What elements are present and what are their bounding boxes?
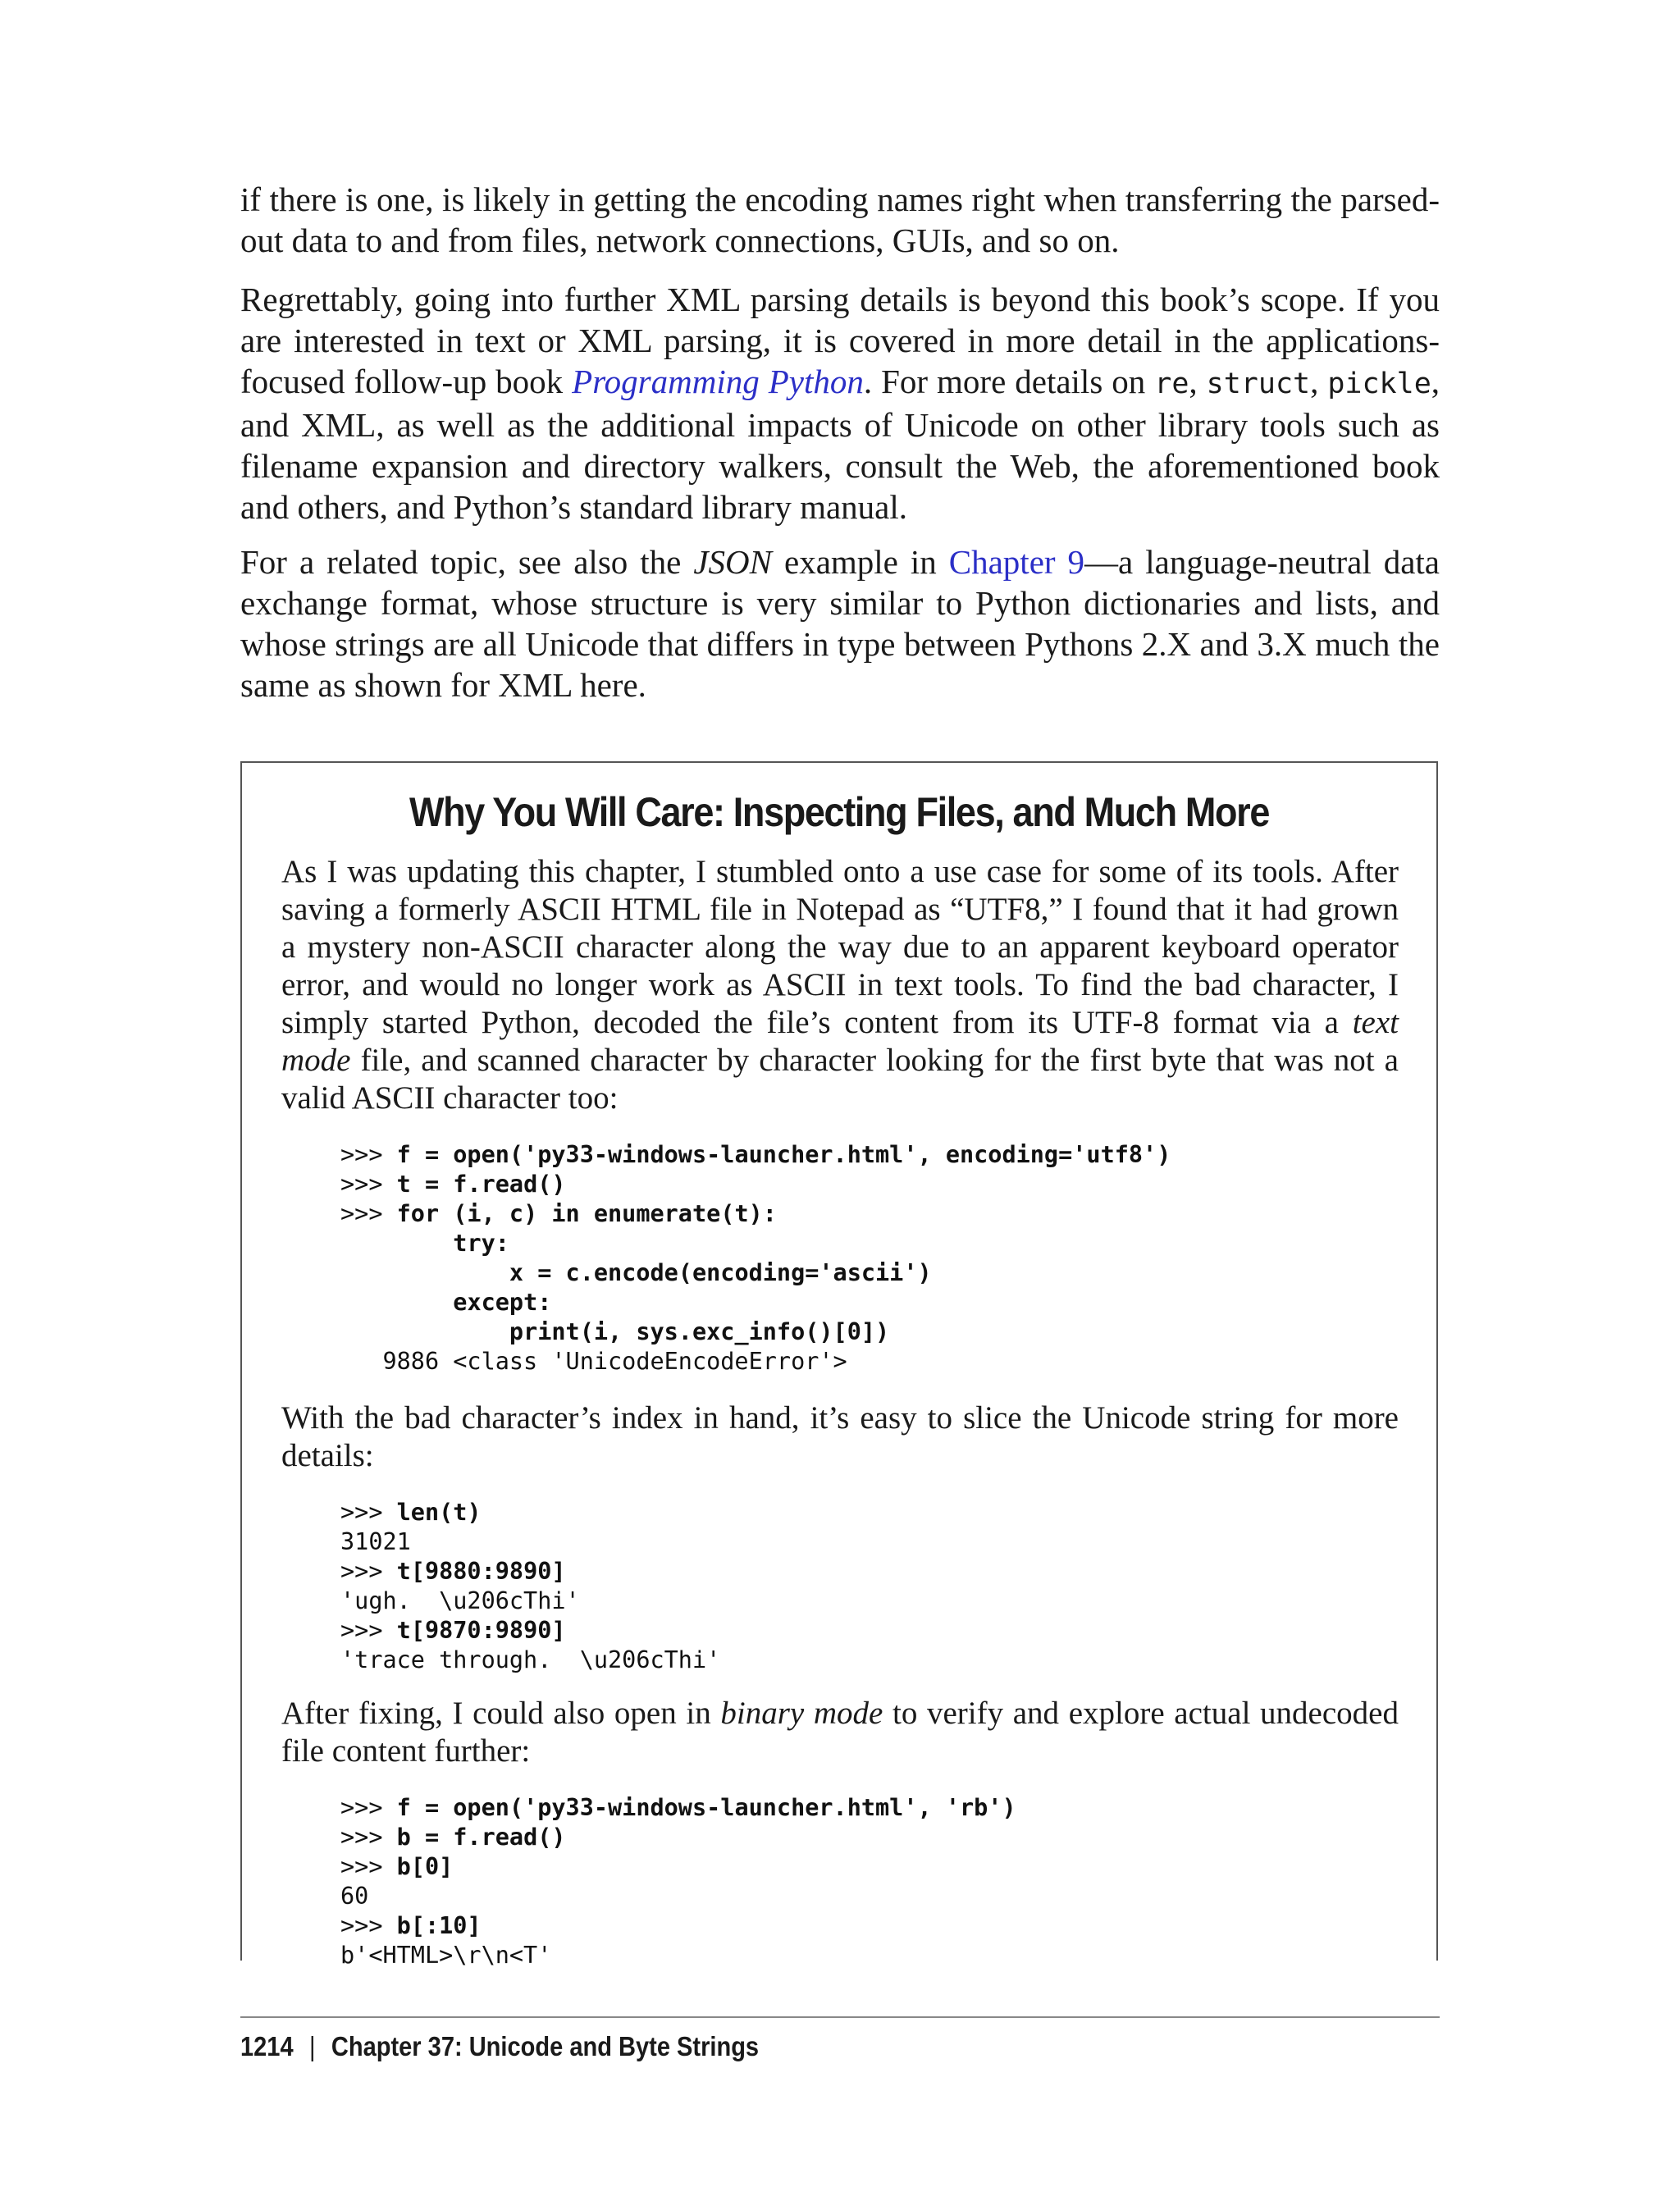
code-line xyxy=(340,1347,1171,1376)
footer-separator: | xyxy=(308,2031,316,2061)
code-input: len(t) xyxy=(396,1499,482,1526)
sidebar-paragraph-2: With the bad character’s index in hand, it’s easy to slice the Unicode string for more details: xyxy=(281,1400,1399,1473)
code-line xyxy=(340,1140,1171,1170)
code-prompt: >>> xyxy=(340,1499,397,1526)
punctuation: , xyxy=(1310,363,1328,400)
code-prompt: >>> xyxy=(340,1141,397,1168)
sidebar-title: Why You Will Care: Inspecting Files, and Much More xyxy=(409,789,1270,835)
code-input: t = f.read() xyxy=(396,1171,566,1198)
code-line xyxy=(340,1646,720,1675)
code-prompt: >>> xyxy=(340,1617,397,1644)
emphasis-binary-mode: binary mode xyxy=(720,1696,883,1731)
paragraph-text: For a related topic, see also the xyxy=(240,543,694,581)
paragraph-text: . For more details on xyxy=(863,363,1155,400)
code-block-binary xyxy=(340,1793,1016,1970)
code-struct: struct xyxy=(1206,368,1311,400)
code-input: print(i, sys.exc_info()[0]) xyxy=(509,1318,890,1345)
sidebar-text: to verify and explore actual undecoded file content further: xyxy=(281,1696,1399,1769)
code-prompt: >>> xyxy=(340,1200,397,1227)
punctuation: , xyxy=(1189,363,1207,400)
sidebar-text: file, and scanned character by character looking for the first byte that was not a valid ASCII character too: xyxy=(281,1043,1399,1116)
paragraph-text: Regrettably, going into further XML parsing details is beyond this book’s scope. If you are interested in text or XML parsing, it is covered in more detail in the applications-focused follow-up book xyxy=(240,281,1440,400)
code-input: t[9870:9890] xyxy=(396,1617,566,1644)
code-line xyxy=(340,1616,720,1646)
code-input: for (i, c) in enumerate(t): xyxy=(396,1200,777,1227)
paragraph-text: , and XML, as well as the additional impacts of Unicode on other library tools such as filename expansion and directory walkers, consult the Web, the aforementioned book and others, and Python’s standard library manual. xyxy=(240,363,1440,526)
code-line xyxy=(340,1823,1016,1852)
code-input: except: xyxy=(453,1289,552,1316)
code-output: 31021 xyxy=(340,1528,411,1555)
code-line xyxy=(340,1586,720,1616)
code-prompt xyxy=(340,1289,453,1316)
chapter-9-link[interactable]: Chapter 9 xyxy=(948,543,1085,581)
code-prompt: >>> xyxy=(340,1558,397,1585)
code-line xyxy=(340,1317,1171,1347)
code-line xyxy=(340,1288,1171,1317)
sidebar-paragraph-1 xyxy=(281,853,1399,1117)
code-prompt: >>> xyxy=(340,1912,397,1939)
code-prompt xyxy=(340,1230,453,1257)
code-line xyxy=(340,1170,1171,1199)
code-prompt: >>> xyxy=(340,1171,397,1198)
paragraph-text: example in xyxy=(772,543,949,581)
code-input: b = f.read() xyxy=(396,1824,566,1851)
chapter-title: Chapter 37: Unicode and Byte Strings xyxy=(331,2031,760,2061)
sidebar-text: As I was updating this chapter, I stumbled onto a use case for some of its tools. After saving a formerly ASCII HTML file in Notepad as “UTF8,” I found that it had grown a mystery non-ASCII character along the way due to an apparent keyboard operator error, and would no longer work as ASCII in text tools. To find the bad character, I simply started Python, decoded the file’s content from its UTF-8 format via a xyxy=(281,854,1399,1040)
code-re: re xyxy=(1154,368,1189,400)
json-term: JSON xyxy=(693,543,773,581)
code-line xyxy=(340,1911,1016,1941)
code-input: f = open('py33-windows-launcher.html', encoding='utf8') xyxy=(396,1141,1171,1168)
code-line xyxy=(340,1793,1016,1823)
code-line xyxy=(340,1882,1016,1911)
code-line xyxy=(340,1527,720,1557)
code-block-scan xyxy=(340,1140,1171,1376)
paragraph-regrettably xyxy=(240,279,1440,527)
code-line xyxy=(340,1229,1171,1258)
code-input: x = c.encode(encoding='ascii') xyxy=(509,1259,932,1286)
code-line xyxy=(340,1258,1171,1288)
code-prompt xyxy=(340,1259,509,1286)
code-line xyxy=(340,1941,1016,1970)
programming-python-link[interactable]: Programming Python xyxy=(572,363,864,400)
code-output: 60 xyxy=(340,1883,369,1910)
intro-line-1: if there is one, is likely in getting the encoding names right when transferring the parsed- xyxy=(240,180,1440,218)
code-input: f = open('py33-windows-launcher.html', 'rb') xyxy=(396,1794,1016,1821)
code-input: b[:10] xyxy=(396,1912,482,1939)
code-prompt xyxy=(340,1318,509,1345)
sidebar-paragraph-3 xyxy=(281,1695,1399,1770)
code-output: 9886 <class 'UnicodeEncodeError'> xyxy=(340,1348,847,1375)
code-prompt: >>> xyxy=(340,1794,397,1821)
page-footer xyxy=(240,2026,759,2067)
sidebar-text: After fixing, I could also open in xyxy=(281,1696,721,1731)
code-output: b'<HTML>\r\n<T' xyxy=(340,1942,552,1969)
emphasis-text-mode: text mode xyxy=(281,1005,1399,1078)
code-output: 'ugh. \u206cThi' xyxy=(340,1587,580,1614)
code-pickle: pickle xyxy=(1327,368,1431,400)
code-line xyxy=(340,1199,1171,1229)
code-output: 'trace through. \u206cThi' xyxy=(340,1646,721,1673)
code-input: try: xyxy=(453,1230,509,1257)
paragraph-text: —a language-neutral data exchange format, whose structure is very similar to Python dictionaries and lists, and whose strings are all Unicode that differs in type between Pythons 2.X and 3.X much the same as shown for XML here. xyxy=(240,543,1440,704)
page-number: 1214 xyxy=(240,2031,294,2061)
code-input: b[0] xyxy=(396,1853,454,1880)
code-prompt: >>> xyxy=(340,1853,397,1880)
footer-rule xyxy=(240,2016,1440,2018)
code-line xyxy=(340,1852,1016,1882)
code-line xyxy=(340,1498,720,1527)
code-input: t[9880:9890] xyxy=(396,1558,566,1585)
code-prompt: >>> xyxy=(340,1824,397,1851)
code-block-slice xyxy=(340,1498,720,1675)
intro-line-2: out data to and from files, network connections, GUIs, and so on. xyxy=(240,221,1120,259)
sidebar-box xyxy=(240,761,1438,1969)
code-line xyxy=(340,1557,720,1586)
paragraph-related-topic xyxy=(240,541,1440,705)
